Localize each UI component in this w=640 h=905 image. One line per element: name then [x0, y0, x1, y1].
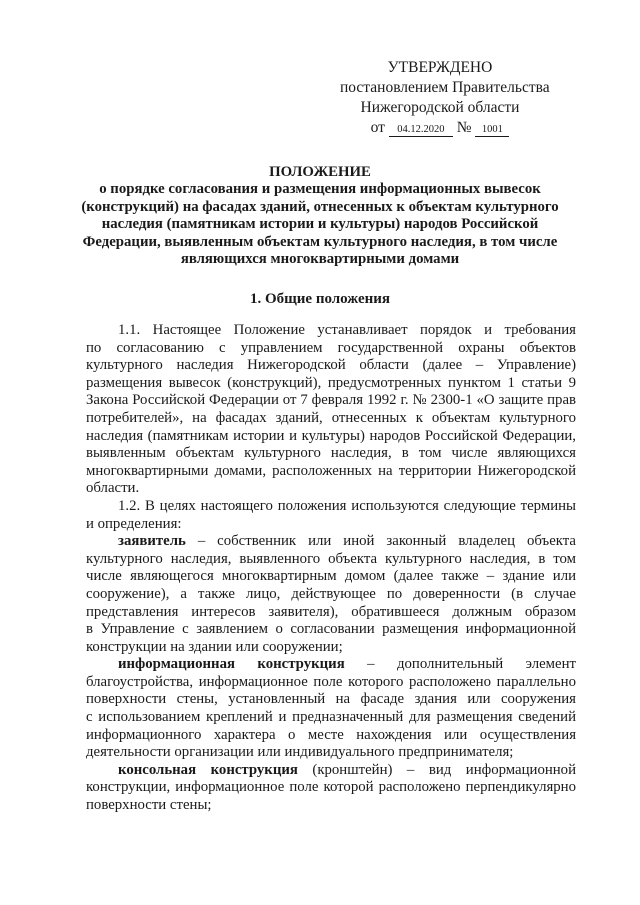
text-line: 1.1. Настоящее Положение устанавливает порядок и требования — [118, 322, 576, 338]
text-line: по согласованию с управлением государственной охраны объектов — [86, 339, 576, 356]
text-line: культурного наследия Нижегородской области (далее – Управление) — [86, 357, 576, 374]
text-line: и определения: — [86, 515, 182, 532]
definition-text: – собственник или иной законный владелец объекта — [185, 533, 576, 550]
from-label: от — [370, 119, 385, 136]
title-line: наследия (памятникам истории и культуры) народов Российской — [101, 216, 539, 233]
text-line: наследия (памятникам истории и культуры) народов Российской Федерации, — [86, 427, 576, 444]
text-line: информационного характера о месте нахождения или осуществления — [86, 726, 576, 743]
approval-line-1: постановлением Правительства — [340, 79, 550, 96]
definition-information-construction — [86, 656, 576, 762]
number-label: № — [456, 119, 472, 136]
title-line: Федерации, выявленным объектам культурного наследия, в том числе — [82, 233, 558, 250]
term-console-construction: консольная конструкция — [118, 761, 298, 778]
paragraph-1-2 — [86, 498, 576, 533]
term-applicant: заявитель — [118, 533, 186, 550]
title-line: являющихся многоквартирными домами — [180, 251, 460, 268]
definition-text: (кронштейн) – вид информационной — [297, 761, 576, 778]
text-line: культурного наследия, выявленного объекта культурного наследия, в том — [86, 550, 576, 567]
document-title — [75, 164, 565, 268]
text-line: области. — [86, 480, 140, 497]
title-heading: ПОЛОЖЕНИЕ — [269, 164, 371, 180]
text-line: 1.2. В целях настоящего положения используются следующие термины — [118, 497, 576, 514]
text-line: поверхности стены, установленный на фасаде здания или сооружения — [86, 691, 576, 708]
text-line: конструкции, информационное поле которой расположено перпендикулярно — [86, 779, 576, 796]
title-line: о порядке согласования и размещения информационных вывесок — [99, 181, 541, 198]
definition-first-line — [86, 656, 576, 674]
approval-number: 1001 — [475, 123, 509, 137]
section-heading: 1. Общие положения — [249, 291, 391, 307]
definition-applicant — [86, 533, 576, 656]
text-line: числе являющегося многоквартирным домом (далее также – здание или — [86, 568, 576, 585]
paragraph-1-1 — [86, 322, 576, 498]
definition-text: – дополнительный элемент — [344, 656, 576, 673]
term-information-construction: информационная конструкция — [118, 656, 345, 673]
text-line: поверхности стены; — [86, 797, 212, 814]
title-line: (конструкций) на фасадах зданий, отнесенных к объектам культурного — [81, 198, 559, 215]
text-line: выявленным объектам культурного наследия, в том числе являющихся — [86, 445, 576, 462]
text-line: благоустройства, информационное поле которого расположено параллельно — [86, 673, 576, 690]
text-line: с использованием креплений и предназначенный для размещения сведений — [86, 709, 576, 726]
approval-date: 04.12.2020 — [389, 123, 453, 137]
approval-stamp — [340, 58, 550, 138]
approved-label: УТВЕРЖДЕНО — [387, 59, 493, 76]
text-line: Закона Российской Федерации от 7 февраля 1992 г. № 2300-1 «О защите прав — [86, 392, 576, 409]
text-line: деятельности организации или индивидуального предпринимателя; — [86, 744, 514, 761]
document-body — [86, 322, 576, 815]
definition-first-line — [86, 762, 576, 780]
text-line: многоквартирными домами, расположенных на территории Нижегородской — [86, 462, 576, 479]
approval-line-2: Нижегородской области — [360, 99, 520, 116]
text-line: конструкции на здании или сооружении; — [86, 638, 343, 655]
text-line: сооружение), а также лицо, действующее по доверенности (в случае — [86, 585, 576, 602]
text-line: представления интересов заявителя), обратившееся должным образом — [86, 603, 576, 620]
approval-date-line — [340, 118, 540, 138]
text-line: размещения вывесок (конструкций), предусмотренных пунктом 1 статьи 9 — [86, 374, 576, 391]
text-line: потребителей», на фасадах зданий, отнесенных к объектам культурного — [86, 409, 576, 426]
definition-first-line — [86, 533, 576, 551]
text-line: в Управление с заявлением о согласовании размещения информационной — [86, 621, 576, 638]
definition-console-construction — [86, 762, 576, 815]
